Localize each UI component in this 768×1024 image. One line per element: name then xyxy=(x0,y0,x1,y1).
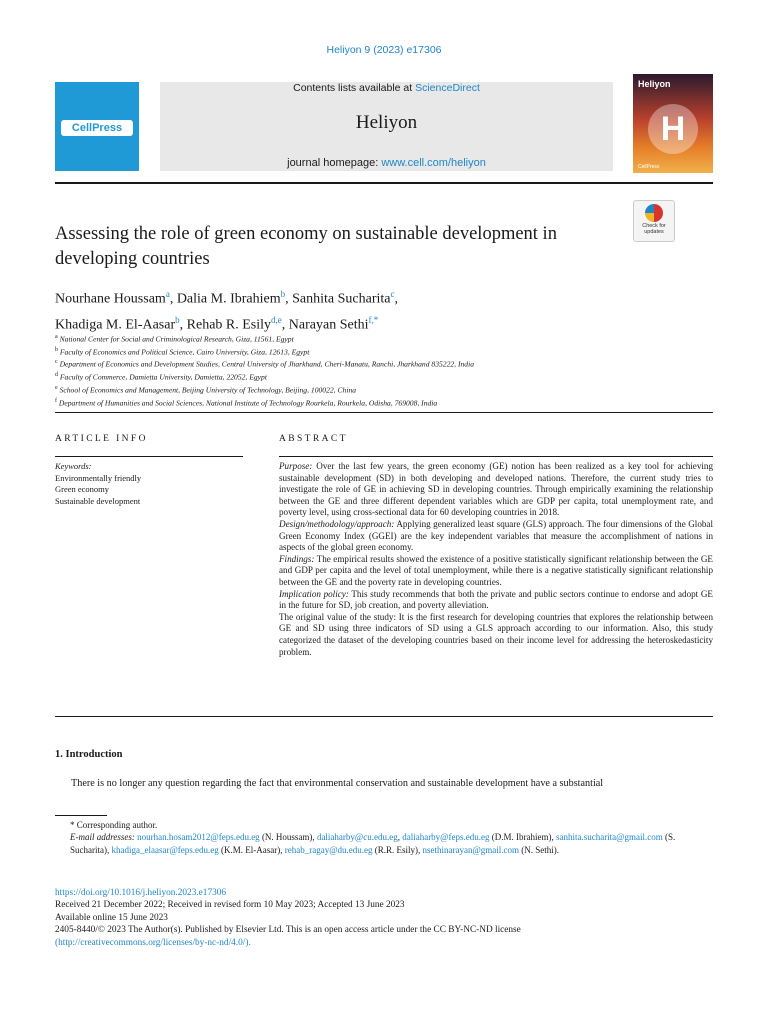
affiliation-item xyxy=(55,345,715,358)
author-affiliation-ref[interactable]: a xyxy=(165,289,170,299)
license-link[interactable]: (http://creativecommons.org/licenses/by-nc-nd/4.0/). xyxy=(55,937,251,948)
cover-title: Heliyon xyxy=(638,79,671,89)
abstract-design-label: Design/methodology/approach: xyxy=(279,518,395,529)
sciencedirect-link[interactable]: ScienceDirect xyxy=(415,82,480,94)
affiliation-text: National Center for Social and Criminological Research, Giza, 11561, Egypt xyxy=(59,334,294,344)
email-link[interactable]: nourhan.hosam2012@feps.edu.eg xyxy=(137,832,260,843)
author-affiliation-ref[interactable]: b xyxy=(280,289,286,299)
article-info-divider xyxy=(55,456,243,457)
header-divider xyxy=(55,182,713,184)
journal-homepage-link[interactable]: www.cell.com/heliyon xyxy=(381,157,486,169)
homepage-line xyxy=(160,157,613,169)
article-title: Assessing the role of green economy on sustainable development in developing countries xyxy=(55,224,557,269)
author-name[interactable]: Sanhita Sucharita xyxy=(292,291,391,307)
affiliation-item xyxy=(55,383,715,396)
cover-logo-icon: H xyxy=(648,104,698,154)
publication-dates: Received 21 December 2022; Received in revised form 10 May 2023; Accepted 13 June 2023 xyxy=(55,900,405,911)
email-owner: (N. Houssam), xyxy=(259,832,317,843)
email-owner: , xyxy=(397,832,403,843)
affiliation-key: a xyxy=(55,334,58,340)
affiliation-text: Department of Humanities and Social Sciences, National Institute of Technology Rourkela, Rourkela, Odisha, 769008, India xyxy=(58,398,438,408)
affiliation-list xyxy=(55,332,715,408)
affiliation-key: e xyxy=(55,384,58,391)
publication-info xyxy=(55,887,713,949)
abstract-findings-text: The empirical results showed the existence of a positive statistically significant relationship between the GE and GDP per capita and the level of total unemployment, while there is a negative statistically significant relationship between the GE and the poverty rate in developing countries. xyxy=(279,553,713,587)
author-name[interactable]: Dalia M. Ibrahiem xyxy=(176,291,281,307)
section-heading: 1. Introduction xyxy=(55,749,123,760)
author-affiliation-ref[interactable]: d,e xyxy=(271,314,282,325)
corresponding-author-note: * Corresponding author. xyxy=(70,820,158,830)
affiliation-item xyxy=(55,396,715,409)
keyword-item: Sustainable development xyxy=(55,495,141,506)
email-link[interactable]: rehab_ragay@du.edu.eg xyxy=(284,844,373,855)
abstract-design xyxy=(279,519,713,554)
email-owner: (K.M. El-Aasar), xyxy=(218,844,285,855)
affiliation-text: Faculty of Commerce, Damietta University, Damietta, 22052, Egypt xyxy=(59,372,267,382)
author-list: Nourhane Houssam$^a$, Dalia M. Ibrahiem$^b$, Sanhita Sucharita$^c$, Khadiga M. El-Aasar$^b$, Rehab R. Esily$^{d,e}$, Narayan Sethi$^{f,*}$ xyxy=(55,289,398,333)
email-link[interactable]: daliaharby@feps.edu.eg xyxy=(402,832,490,843)
keywords-label: Keywords: xyxy=(55,461,92,471)
keyword-item: Environmentally friendly xyxy=(55,472,142,483)
license-statement: 2405-8440/© 2023 The Author(s). Published by Elsevier Ltd. This is an open access article under the CC BY-NC-ND license xyxy=(55,925,521,936)
journal-reference[interactable]: Heliyon 9 (2023) e17306 xyxy=(326,44,442,56)
email-owner: (N. Sethi). xyxy=(519,844,559,855)
author-affiliation-ref[interactable]: f,* xyxy=(368,314,379,325)
journal-name: Heliyon xyxy=(355,112,418,133)
abstract-body xyxy=(279,461,713,658)
affiliation-key: c xyxy=(55,359,58,366)
contents-line xyxy=(160,82,613,94)
doi-link[interactable]: https://doi.org/10.1016/j.heliyon.2023.e17306 xyxy=(55,888,227,898)
email-addresses xyxy=(55,831,713,856)
contents-prefix: Contents lists available at xyxy=(293,82,416,94)
cover-brand: CellPress xyxy=(638,164,660,170)
affiliation-item xyxy=(55,332,715,345)
affiliation-item xyxy=(55,357,715,370)
email-link[interactable]: daliaharby@cu.edu.eg xyxy=(316,832,398,843)
affiliation-key: f xyxy=(55,397,57,404)
author-name[interactable]: Narayan Sethi xyxy=(288,317,369,333)
email-owner: (R.R. Esily), xyxy=(372,844,423,855)
affiliation-text: Department of Economics and Development Studies, Central University of Jharkhand, Cheri-Manatu, Ranchi, Jharkhand 835222, India xyxy=(59,360,475,369)
intro-paragraph: There is no longer any question regarding the fact that environmental conservation and sustainable development have a substantial xyxy=(71,778,604,789)
online-date: Available online 15 June 2023 xyxy=(55,912,168,923)
author-name[interactable]: Khadiga M. El-Aasar xyxy=(55,317,176,333)
abstract-findings-label: Findings: xyxy=(279,553,315,564)
check-updates-icon xyxy=(645,204,663,222)
abstract-bottom-divider xyxy=(55,716,713,717)
affiliations-divider xyxy=(55,412,713,413)
abstract-purpose-label: Purpose: xyxy=(279,461,313,471)
homepage-prefix: journal homepage: xyxy=(287,157,382,169)
abstract-implication-label: Implication policy: xyxy=(279,588,349,599)
cellpress-logo: CellPress xyxy=(61,120,133,136)
footnote-divider xyxy=(55,815,107,816)
affiliation-key: b xyxy=(55,346,58,353)
affiliation-text: School of Economics and Management, Beijing University of Technology, Beijing, 100022, China xyxy=(59,385,357,395)
affiliation-key: d xyxy=(55,372,58,379)
publisher-logo-panel[interactable] xyxy=(55,82,139,171)
abstract-heading: ABSTRACT xyxy=(279,434,348,444)
keywords-block xyxy=(55,461,245,507)
email-owner: (S. Sucharita), xyxy=(70,832,676,855)
abstract-implication-text: This study recommends that both the private and public sectors continue to endorse and adopt GE in the future for SD, job creation, and poverty alleviation. xyxy=(279,588,713,611)
affiliation-text: Faculty of Economics and Political Science, Cairo University, Giza, 12613, Egypt xyxy=(59,347,310,357)
author-affiliation-ref[interactable]: b xyxy=(175,314,180,325)
article-info-heading: ARTICLE INFO xyxy=(55,434,148,444)
footnote-block xyxy=(55,819,713,856)
author-name[interactable]: Rehab R. Esily xyxy=(186,317,272,333)
abstract-value: The original value of the study: It is the first research for developing countries that explores the relationship between GE and SD using three indicators of SD using a GLS approach according to our information. Also, this study categorized the dataset of the developing countries based on their income level for addressing the heteroskedasticity problem. xyxy=(279,611,713,657)
check-updates-label: Check for updates xyxy=(642,223,666,235)
abstract-findings xyxy=(279,554,713,589)
affiliation-item xyxy=(55,370,715,383)
journal-cover-image[interactable] xyxy=(633,74,713,173)
abstract-implication xyxy=(279,589,713,612)
author-affiliation-ref[interactable]: c xyxy=(390,289,395,299)
email-link[interactable]: nsethinarayan@gmail.com xyxy=(422,844,519,855)
email-link[interactable]: khadiga_elaasar@feps.edu.eg xyxy=(111,844,219,855)
abstract-design-text: Applying generalized least square (GLS) approach. The four dimensions of the Global Green Economy Index (GGEI) are the key independent variables that measure the accomplishment of nations in aspects of the global green economy. xyxy=(279,518,713,553)
abstract-divider xyxy=(279,456,713,457)
email-link[interactable]: sanhita.sucharita@gmail.com xyxy=(555,832,663,843)
check-for-updates-button[interactable] xyxy=(633,200,675,242)
abstract-purpose xyxy=(279,461,713,519)
keyword-item: Green economy xyxy=(55,484,110,495)
author-name[interactable]: Nourhane Houssam xyxy=(55,291,166,307)
abstract-purpose-text: Over the last few years, the green economy (GE) notion has been realized as a key tool for achieving sustainable development (SD) in both developing and developed nations. Therefore, the current study tries to investigate the role of GE in achieving SD in developing countries. Through empirically examining the relationship between the GE and three different dependent variables which are GDP per capita, total unemployment rate, and poverty level, using cross-sectional data for 60 developing countries in 2018. xyxy=(279,461,713,518)
email-label: E-mail addresses: xyxy=(70,832,135,843)
email-owner: (D.M. Ibrahiem), xyxy=(489,832,556,843)
